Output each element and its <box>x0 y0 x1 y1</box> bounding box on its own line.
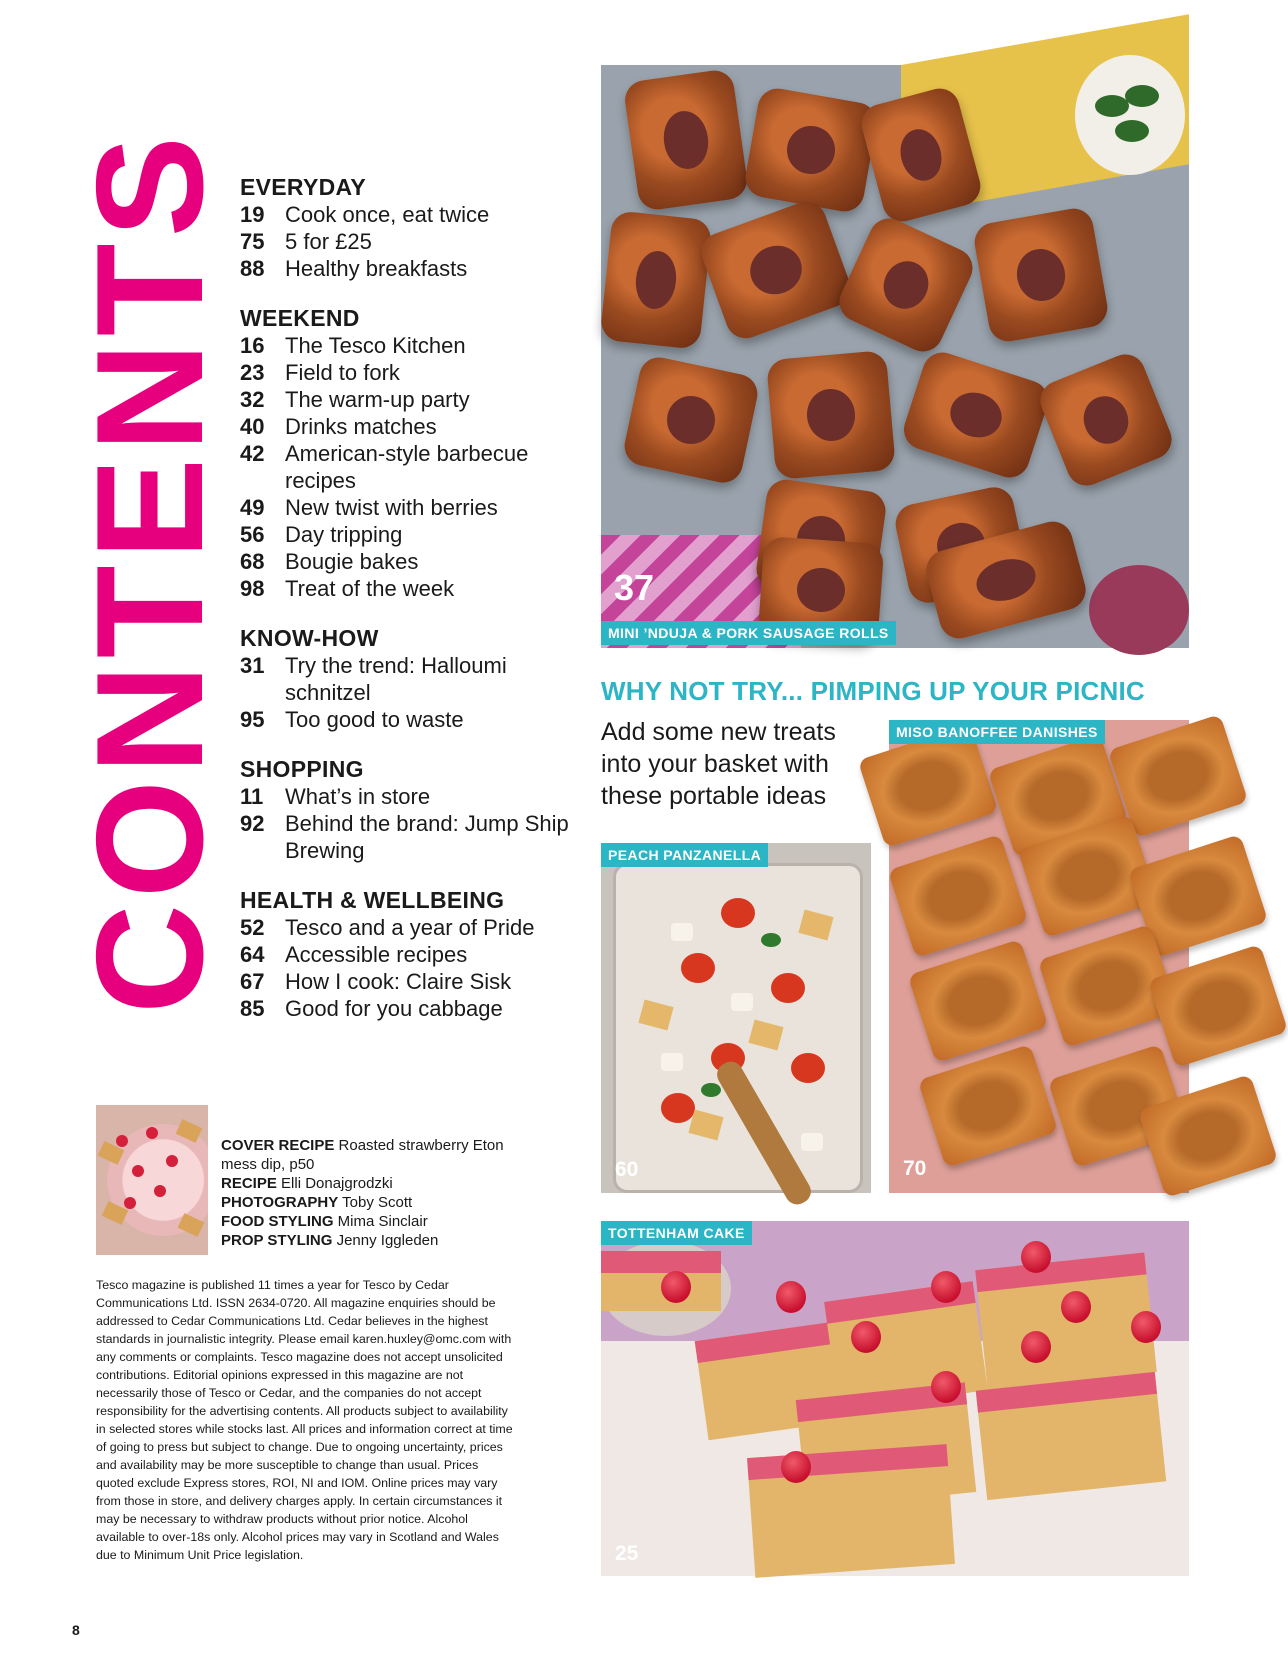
credit-value: Mima Sinclair <box>337 1213 428 1230</box>
toc-entry-title: Too good to waste <box>285 707 464 732</box>
toc-entry[interactable] <box>240 575 580 602</box>
toc-entry-title: Day tripping <box>285 522 403 547</box>
toc-entry[interactable] <box>240 494 580 521</box>
credit-role: FOOD STYLING <box>221 1213 334 1230</box>
toc-page-number: 42 <box>240 441 265 466</box>
credit-value: Roasted strawberry Eton mess dip, p50 <box>221 1137 504 1173</box>
credit-line <box>221 1194 412 1211</box>
toc-entry-title: Bougie bakes <box>285 549 419 574</box>
toc-entry-title: New twist with berries <box>285 495 498 520</box>
toc-entry[interactable] <box>240 810 580 864</box>
toc-entry[interactable] <box>240 995 580 1022</box>
toc-entry[interactable] <box>240 652 580 706</box>
toc-page-number: 67 <box>240 969 265 994</box>
toc-entry-title: Drinks matches <box>285 414 437 439</box>
toc-entry-title: Try the trend: Halloumi schnitzel <box>285 653 507 705</box>
toc-entry-title: Treat of the week <box>285 576 455 601</box>
toc-entry[interactable] <box>240 783 580 810</box>
contents-title-text: CONTENTS <box>65 130 235 1014</box>
toc-entry[interactable] <box>240 440 580 494</box>
toc-entry[interactable] <box>240 201 580 228</box>
toc-section-heading: EVERYDAY <box>240 174 366 200</box>
cake-label: TOTTENHAM CAKE <box>601 1221 752 1245</box>
credit-role: PROP STYLING <box>221 1232 333 1249</box>
toc-page-number: 64 <box>240 942 265 967</box>
rolls-page-number: 37 <box>614 567 655 608</box>
toc-entry-title: Behind the brand: Jump Ship Brewing <box>285 811 569 863</box>
toc-entry-title: The Tesco Kitchen <box>285 333 466 358</box>
toc-section <box>240 887 580 1022</box>
toc-section <box>240 756 580 864</box>
danishes-page-number: 70 <box>903 1157 927 1180</box>
page-number: 8 <box>72 1622 80 1638</box>
rolls-label: MINI ’NDUJA & PORK SAUSAGE ROLLS <box>601 621 896 645</box>
toc-entry-title: Accessible recipes <box>285 942 468 967</box>
toc-entry-title: Field to fork <box>285 360 400 385</box>
toc-section <box>240 305 580 602</box>
panzanella-photo[interactable] <box>601 843 871 1193</box>
credit-value: Toby Scott <box>342 1194 413 1211</box>
toc-page-number: 16 <box>240 333 265 358</box>
toc-page-number: 52 <box>240 915 265 940</box>
cake-page-number: 25 <box>615 1542 639 1565</box>
toc-page-number: 31 <box>240 653 265 678</box>
toc-section <box>240 174 580 282</box>
toc-page-number: 75 <box>240 229 265 254</box>
toc-section <box>240 625 580 733</box>
toc-page-number: 92 <box>240 811 265 836</box>
contents-title <box>65 130 235 1014</box>
toc-entry[interactable] <box>240 413 580 440</box>
why-not-try-body: Add some new treats into your basket with these portable ideas <box>601 718 836 810</box>
toc-entry[interactable] <box>240 255 580 282</box>
toc-entry[interactable] <box>240 332 580 359</box>
toc-entry[interactable] <box>240 359 580 386</box>
legal-notice: Tesco magazine is published 11 times a year for Tesco by Cedar Communications Ltd. ISSN 2634-0720. All magazine enquiries should be addressed to Cedar Communications Ltd. Cedar believes in the highest standards in journalistic integrity. Please email karen.huxley@omc.com with any comments or complaints. Tesco magazine does not accept unsolicited contributions. Editorial opinions expressed in this magazine are not necessarily those of Tesco or Cedar, and the companies do not accept responsibility for the advertising contents. All products subject to availability in selected stores while stocks last. All prices and information correct at time of going to press but subject to change. Due to ongoing uncertainty, prices and availability may be more susceptible to change than usual. Prices quoted exclude Express stores, ROI, NI and IOM. Online prices may vary from those in store, and delivery charges apply. In certain circumstances it may be necessary to withdraw products without prior notice. Alcohol available to over-18s only. Alcohol prices may vary in Scotland and Wales due to Minimum Unit Price legislation. <box>96 1278 513 1562</box>
toc-entry-title: 5 for £25 <box>285 229 372 254</box>
toc-entry[interactable] <box>240 941 580 968</box>
credit-role: PHOTOGRAPHY <box>221 1194 339 1211</box>
toc-page-number: 49 <box>240 495 265 520</box>
toc-entry[interactable] <box>240 521 580 548</box>
credit-line <box>221 1175 393 1192</box>
toc-page-number: 56 <box>240 522 265 547</box>
toc-entry-title: Cook once, eat twice <box>285 202 490 227</box>
toc-page-number: 88 <box>240 256 265 281</box>
credit-value: Jenny Iggleden <box>336 1232 439 1249</box>
toc-page-number: 11 <box>240 784 264 809</box>
toc-entry-title: What’s in store <box>285 784 431 809</box>
toc-section-heading: HEALTH & WELLBEING <box>240 887 505 913</box>
toc-section-heading: KNOW-HOW <box>240 625 379 651</box>
credit-line <box>221 1213 428 1230</box>
toc-page-number: 32 <box>240 387 265 412</box>
toc-entry-title: American-style barbecue recipes <box>285 441 529 493</box>
toc-entry[interactable] <box>240 914 580 941</box>
credit-role: COVER RECIPE <box>221 1137 335 1154</box>
toc-page-number: 98 <box>240 576 265 601</box>
danishes-photo[interactable] <box>889 720 1189 1193</box>
credit-value: Elli Donajgrodzki <box>281 1175 393 1192</box>
danishes-label: MISO BANOFFEE DANISHES <box>889 720 1105 744</box>
toc-page-number: 68 <box>240 549 265 574</box>
toc-page-number: 95 <box>240 707 265 732</box>
cover-thumbnail <box>96 1105 208 1255</box>
toc-entry-title: The warm-up party <box>285 387 470 412</box>
table-of-contents <box>240 174 580 1045</box>
panzanella-label: PEACH PANZANELLA <box>601 843 768 867</box>
toc-entry[interactable] <box>240 968 580 995</box>
toc-entry[interactable] <box>240 548 580 575</box>
toc-page-number: 40 <box>240 414 265 439</box>
toc-entry-title: Tesco and a year of Pride <box>285 915 535 940</box>
toc-section-heading: WEEKEND <box>240 305 360 331</box>
toc-page-number: 85 <box>240 996 265 1021</box>
toc-entry-title: Good for you cabbage <box>285 996 503 1021</box>
toc-page-number: 23 <box>240 360 265 385</box>
panzanella-page-number: 60 <box>615 1158 639 1181</box>
why-not-try-heading: WHY NOT TRY... PIMPING UP YOUR PICNIC <box>601 676 1145 706</box>
toc-entry-title: How I cook: Claire Sisk <box>285 969 512 994</box>
tottenham-cake-photo[interactable] <box>601 1221 1189 1576</box>
cover-credits <box>221 1136 521 1250</box>
sausage-rolls-photo[interactable] <box>601 65 1189 648</box>
toc-entry[interactable] <box>240 706 580 733</box>
toc-entry[interactable] <box>240 228 580 255</box>
credit-role: RECIPE <box>221 1175 277 1192</box>
toc-section-heading: SHOPPING <box>240 756 364 782</box>
credit-line <box>221 1232 438 1249</box>
toc-entry[interactable] <box>240 386 580 413</box>
toc-page-number: 19 <box>240 202 265 227</box>
toc-entry-title: Healthy breakfasts <box>285 256 468 281</box>
credit-line <box>221 1137 504 1173</box>
